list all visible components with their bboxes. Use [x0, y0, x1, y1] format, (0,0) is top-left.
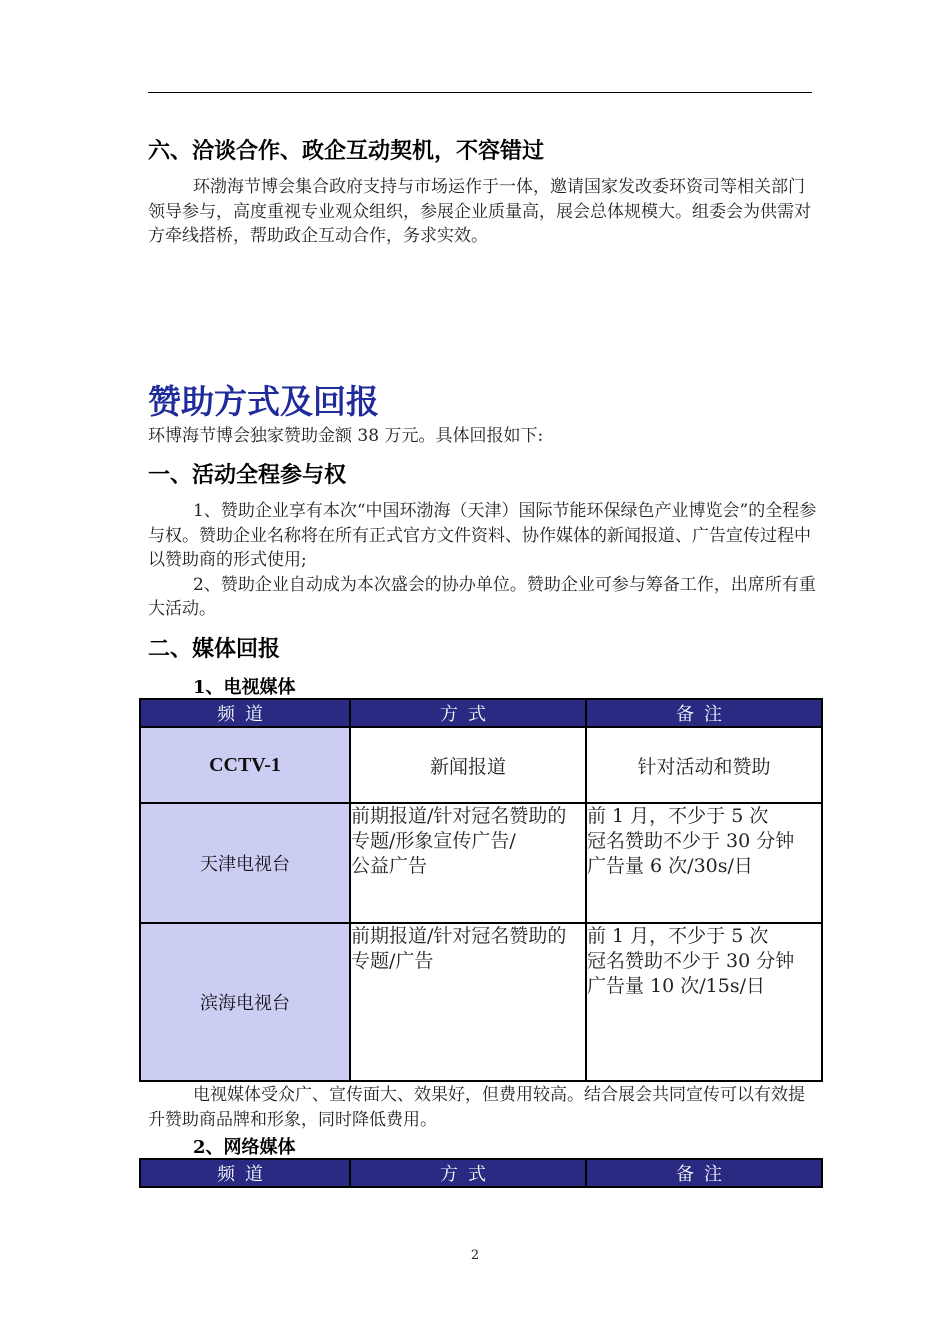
section6-heading: 六、洽谈合作、政企互动契机，不容错过 [148, 139, 545, 164]
web-media-table [139, 1158, 823, 1188]
table-row [140, 923, 822, 1081]
table-row [140, 727, 822, 803]
channel-cell: 滨海电视台 [140, 923, 350, 1081]
column-header-note: 备注 [586, 699, 822, 727]
note-cell [586, 923, 822, 1081]
tv-media-table [139, 698, 823, 1082]
method-line: 前期报道/针对冠名赞助的专题/形象宣传广告/ [351, 805, 567, 852]
channel-cell: CCTV-1 [140, 727, 350, 803]
column-header-channel: 频道 [140, 1159, 350, 1187]
method-cell: 新闻报道 [350, 727, 586, 803]
note-cell [586, 803, 822, 923]
column-header-method: 方式 [350, 699, 586, 727]
section1-heading: 一、活动全程参与权 [148, 463, 347, 488]
sponsor-intro: 环博海节博会独家赞助金额 38 万元。具体回报如下: [148, 426, 544, 446]
section2-heading: 二、媒体回报 [148, 637, 281, 662]
method-line: 公益广告 [351, 855, 428, 877]
page-number: 2 [470, 1248, 480, 1263]
section1-item: 2、赞助企业自动成为本次盛会的协办单位。赞助企业可参与筹备工作，出席所有重大活动。 [148, 574, 816, 619]
column-header-method: 方式 [350, 1159, 586, 1187]
section1-item: 1、赞助企业享有本次“中国环渤海（天津）国际节能环保绿色产业博览会”的全程参与权。赞助企业名称将在所有正式官方文件资料、协作媒体的新闻报道、广告宣传过程中以赞助商的形式使用; [148, 501, 817, 570]
tv-media-subheading: 1、电视媒体 [193, 677, 296, 698]
note-cell: 针对活动和赞助 [586, 727, 822, 803]
method-cell [350, 923, 586, 1081]
column-header-channel: 频道 [140, 699, 350, 727]
section6-paragraph: 环渤海节博会集合政府支持与市场运作于一体，邀请国家发改委环资司等相关部门领导参与，高度重视专业观众组织，参展企业质量高，展会总体规模大。组委会为供需对方牵线搭桥，帮助政企互动合作，务求实效。 [148, 177, 811, 246]
note-line: 冠名赞助不少于 30 分钟 [587, 830, 795, 852]
method-line: 前期报道/针对冠名赞助的专题/广告 [351, 925, 567, 972]
note-line: 冠名赞助不少于 30 分钟 [587, 950, 795, 972]
header-rule [148, 92, 812, 93]
note-line: 广告量 6 次/30s/日 [587, 855, 753, 877]
method-cell [350, 803, 586, 923]
note-line: 广告量 10 次/15s/日 [587, 975, 765, 997]
tv-media-summary [148, 1083, 820, 1132]
table-header-row [140, 699, 822, 727]
table-header-row [140, 1159, 822, 1187]
section1-body [148, 499, 820, 622]
section6-body [148, 175, 820, 249]
note-line: 前 1 月，不少于 5 次 [587, 925, 769, 947]
note-line: 前 1 月，不少于 5 次 [587, 805, 769, 827]
channel-cell: 天津电视台 [140, 803, 350, 923]
sponsor-title: 赞助方式及回报 [148, 382, 379, 421]
column-header-note: 备注 [586, 1159, 822, 1187]
tv-summary-paragraph: 电视媒体受众广、宣传面大、效果好，但费用较高。结合展会共同宣传可以有效提升赞助商品牌和形象，同时降低费用。 [148, 1085, 805, 1130]
table-row [140, 803, 822, 923]
web-media-subheading: 2、网络媒体 [193, 1137, 296, 1158]
